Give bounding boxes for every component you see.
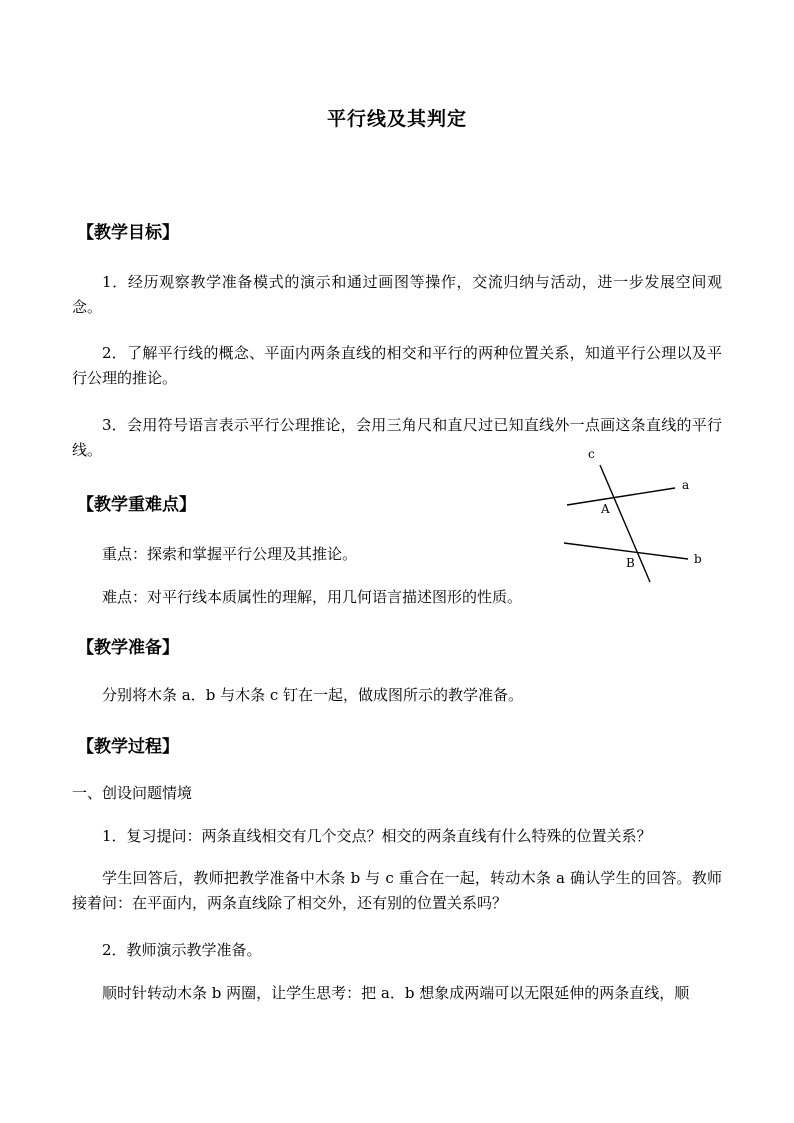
difficulty-text: 难点：对平行线本质属性的理解，用几何语言描述图形的性质。 <box>102 588 523 606</box>
process-heading: 【教学过程】 <box>77 737 179 757</box>
label-point-A: A <box>601 502 610 516</box>
objective-item-2: 2．了解平行线的概念、平面内两条直线的相交和平行的两种位置关系，知道平行公理以及平行公理的推论。 <box>72 344 722 387</box>
focus-text: 重点：探索和掌握平行公理及其推论。 <box>102 545 358 563</box>
preparation-heading: 【教学准备】 <box>77 638 179 658</box>
objective-item-1: 1．经历观察教学准备模式的演示和通过画图等操作，交流归纳与活动，进一步发展空间观念。 <box>72 273 722 316</box>
label-point-B: B <box>626 556 635 570</box>
line-a <box>567 488 675 505</box>
review-question: 1．复习提问：两条直线相交有几个交点？相交的两条直线有什么特殊的位置关系？ <box>102 827 652 845</box>
objective-item-3: 3．会用符号语言表示平行公理推论，会用三角尺和直尺过已知直线外一点画这条直线的平行线。 <box>72 416 722 459</box>
label-b: b <box>694 552 702 566</box>
key-points-heading: 【教学重难点】 <box>77 495 196 515</box>
label-c: c <box>588 447 595 461</box>
objectives-heading: 【教学目标】 <box>77 223 179 243</box>
preparation-text: 分别将木条 a．b 与木条 c 钉在一起，做成图所示的教学准备。 <box>102 686 524 704</box>
demo-step: 2．教师演示教学准备。 <box>102 941 262 959</box>
line-c <box>600 465 650 582</box>
student-answer-paragraph: 学生回答后，教师把教学准备中木条 b 与 c 重合在一起，转动木条 a 确认学生的回答。教师接着问：在平面内，两条直线除了相交外，还有别的位置关系吗？ <box>72 869 722 912</box>
parallel-lines-figure <box>560 445 720 590</box>
section-title: 一、创设问题情境 <box>72 784 193 802</box>
rotate-paragraph: 顺时针转动木条 b 两圈，让学生思考：把 a．b 想象成两端可以无限延伸的两条直线，顺 <box>102 984 690 1002</box>
page-title: 平行线及其判定 <box>326 108 467 130</box>
label-a: a <box>682 478 690 492</box>
